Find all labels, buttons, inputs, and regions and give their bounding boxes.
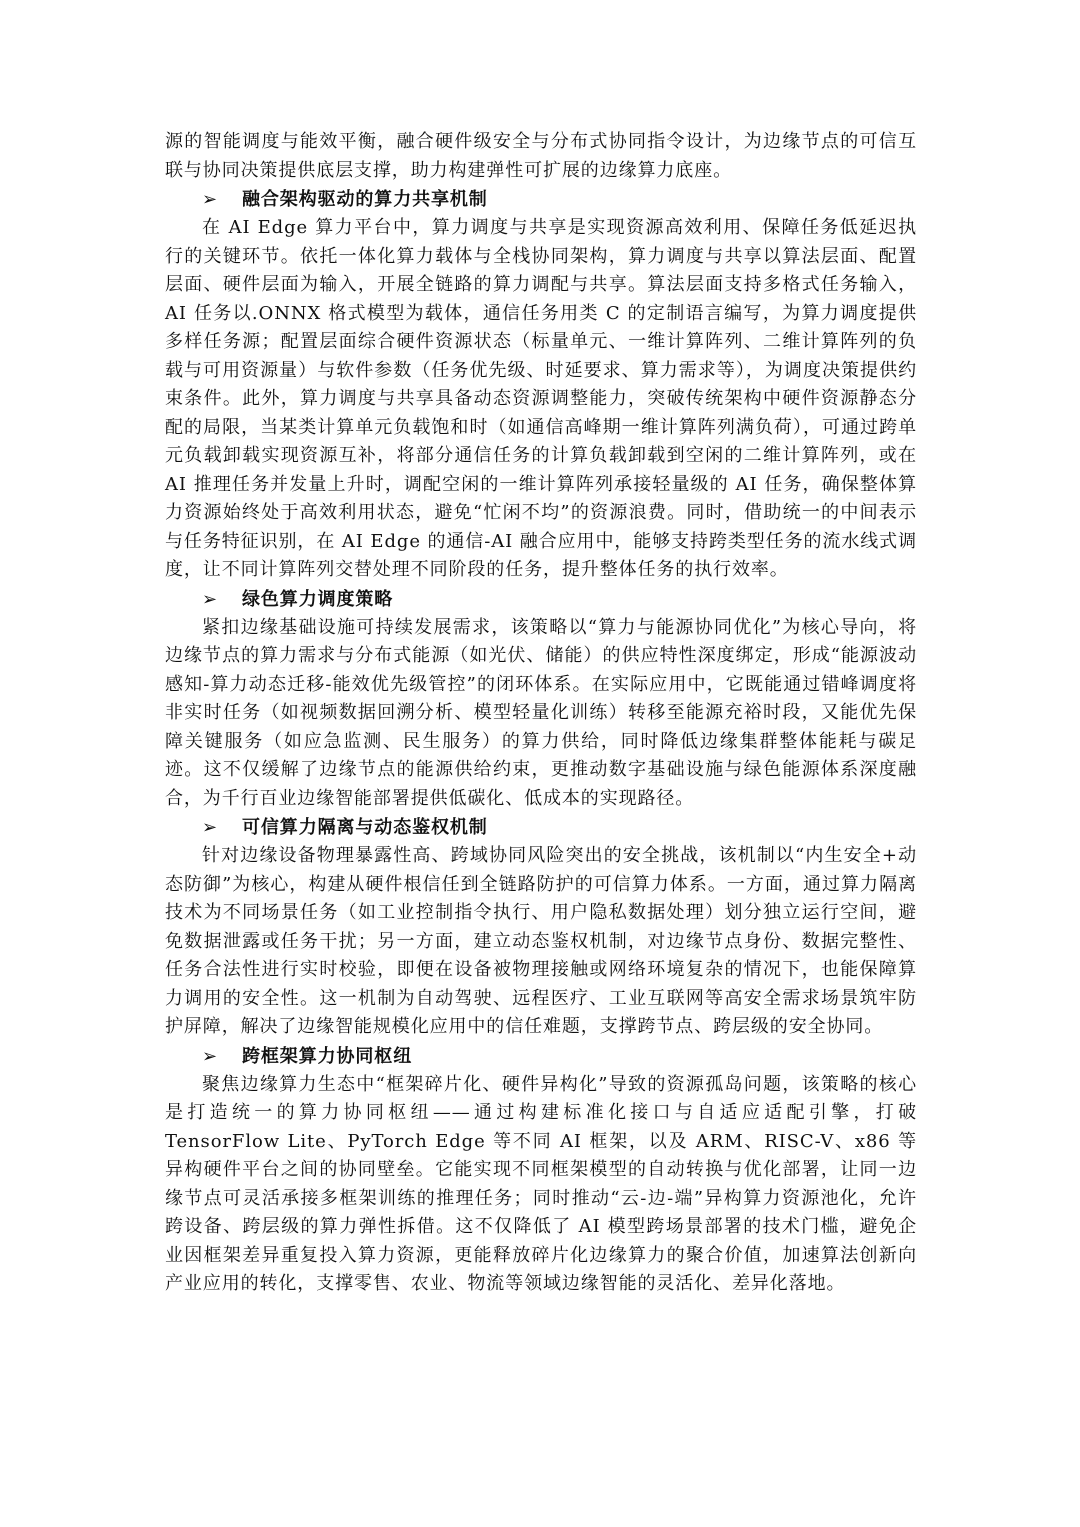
section-heading-text: 绿色算力调度策略 — [242, 588, 394, 610]
section-heading-trusted-isolation — [165, 813, 917, 842]
document-body — [165, 128, 917, 1299]
section-heading-green-scheduling — [165, 585, 917, 614]
section-heading-compute-sharing — [165, 185, 917, 214]
section-heading-text: 跨框架算力协同枢纽 — [242, 1045, 413, 1067]
section-paragraph-green-scheduling: 紧扣边缘基础设施可持续发展需求，该策略以“算力与能源协同优化”为核心导向，将边缘节点的算力需求与分布式能源（如光伏、储能）的供应特性深度绑定，形成“能源波动感知-算力动态迁移-能效优先级管控”的闭环体系。在实际应用中，它既能通过错峰调度将非实时任务（如视频数据回溯分析、模型轻量化训练）转移至能源充裕时段，又能优先保障关键服务（如应急监测、民生服务）的算力供给，同时降低边缘集群整体能耗与碳足迹。这不仅缓解了边缘节点的能源供给约束，更推动数字基础设施与绿色能源体系深度融合，为千行百业边缘智能部署提供低碳化、低成本的实现路径。 — [165, 616, 917, 809]
section-paragraph-compute-sharing: 在 AI Edge 算力平台中，算力调度与共享是实现资源高效利用、保障任务低延迟执行的关键环节。依托一体化算力载体与全栈协同架构，算力调度与共享以算法层面、配置层面、硬件层面为输入，开展全链路的算力调配与共享。算法层面支持多格式任务输入，AI 任务以.ONNX 格式模型为载体，通信任务用类 C 的定制语言编写，为算力调度提供多样任务源；配置层面综合硬件资源状态（标量单元、一维计算阵列、二维计算阵列的负载与可用资源量）与软件参数（任务优先级、时延要求、算力需求等），为调度决策提供约束条件。此外，算力调度与共享具备动态资源调整能力，突破传统架构中硬件资源静态分配的局限，当某类计算单元负载饱和时（如通信高峰期一维计算阵列满负荷），可通过跨单元负载卸载实现资源互补，将部分通信任务的计算负载卸载到空闲的二维计算阵列，或在 AI 推理任务并发量上升时，调配空闲的一维计算阵列承接轻量级的 AI 任务，确保整体算力资源始终处于高效利用状态，避免“忙闲不均”的资源浪费。同时，借助统一的中间表示与任务特征识别，在 AI Edge 的通信-AI 融合应用中，能够支持跨类型任务的流水线式调度，让不同计算阵列交替处理不同阶段的任务，提升整体任务的执行效率。 — [165, 217, 917, 580]
section-paragraph-trusted-isolation: 针对边缘设备物理暴露性高、跨域协同风险突出的安全挑战，该机制以“内生安全+动态防御”为核心，构建从硬件根信任到全链路防护的可信算力体系。一方面，通过算力隔离技术为不同场景任务（如工业控制指令执行、用户隐私数据处理）划分独立运行空间，避免数据泄露或任务干扰；另一方面，建立动态鉴权机制，对边缘节点身份、数据完整性、任务合法性进行实时校验，即便在设备被物理接触或网络环境复杂的情况下，也能保障算力调用的安全性。这一机制为自动驾驶、远程医疗、工业互联网等高安全需求场景筑牢防护屏障，解决了边缘智能规模化应用中的信任难题，支撑跨节点、跨层级的安全协同。 — [165, 845, 917, 1037]
section-heading-cross-framework — [165, 1042, 917, 1071]
arrow-bullet-icon: ➢ — [202, 189, 218, 210]
arrow-bullet-icon: ➢ — [202, 1045, 218, 1067]
arrow-bullet-icon: ➢ — [202, 588, 218, 610]
arrow-bullet-icon: ➢ — [202, 817, 218, 838]
section-heading-text: 可信算力隔离与动态鉴权机制 — [242, 817, 488, 838]
section-heading-text: 融合架构驱动的算力共享机制 — [242, 189, 488, 210]
section-paragraph-cross-framework: 聚焦边缘算力生态中“框架碎片化、硬件异构化”导致的资源孤岛问题，该策略的核心是打造统一的算力协同枢纽——通过构建标准化接口与自适应适配引擎，打破 TensorFlow Lite、PyTorch Edge 等不同 AI 框架，以及 ARM、RISC-V、x86 等异构硬件平台之间的协同壁垒。它能实现不同框架模型的自动转换与优化部署，让同一边缘节点可灵活承接多框架训练的推理任务；同时推动“云-边-端”异构算力资源池化，允许跨设备、跨层级的算力弹性拆借。这不仅降低了 AI 模型跨场景部署的技术门槛，避免企业因框架差异重复投入算力资源，更能释放碎片化边缘算力的聚合价值，加速算法创新向产业应用的转化，支撑零售、农业、物流等领域边缘智能的灵活化、差异化落地。 — [165, 1073, 917, 1294]
intro-paragraph: 源的智能调度与能效平衡，融合硬件级安全与分布式协同指令设计，为边缘节点的可信互联与协同决策提供底层支撑，助力构建弹性可扩展的边缘算力底座。 — [165, 131, 917, 181]
